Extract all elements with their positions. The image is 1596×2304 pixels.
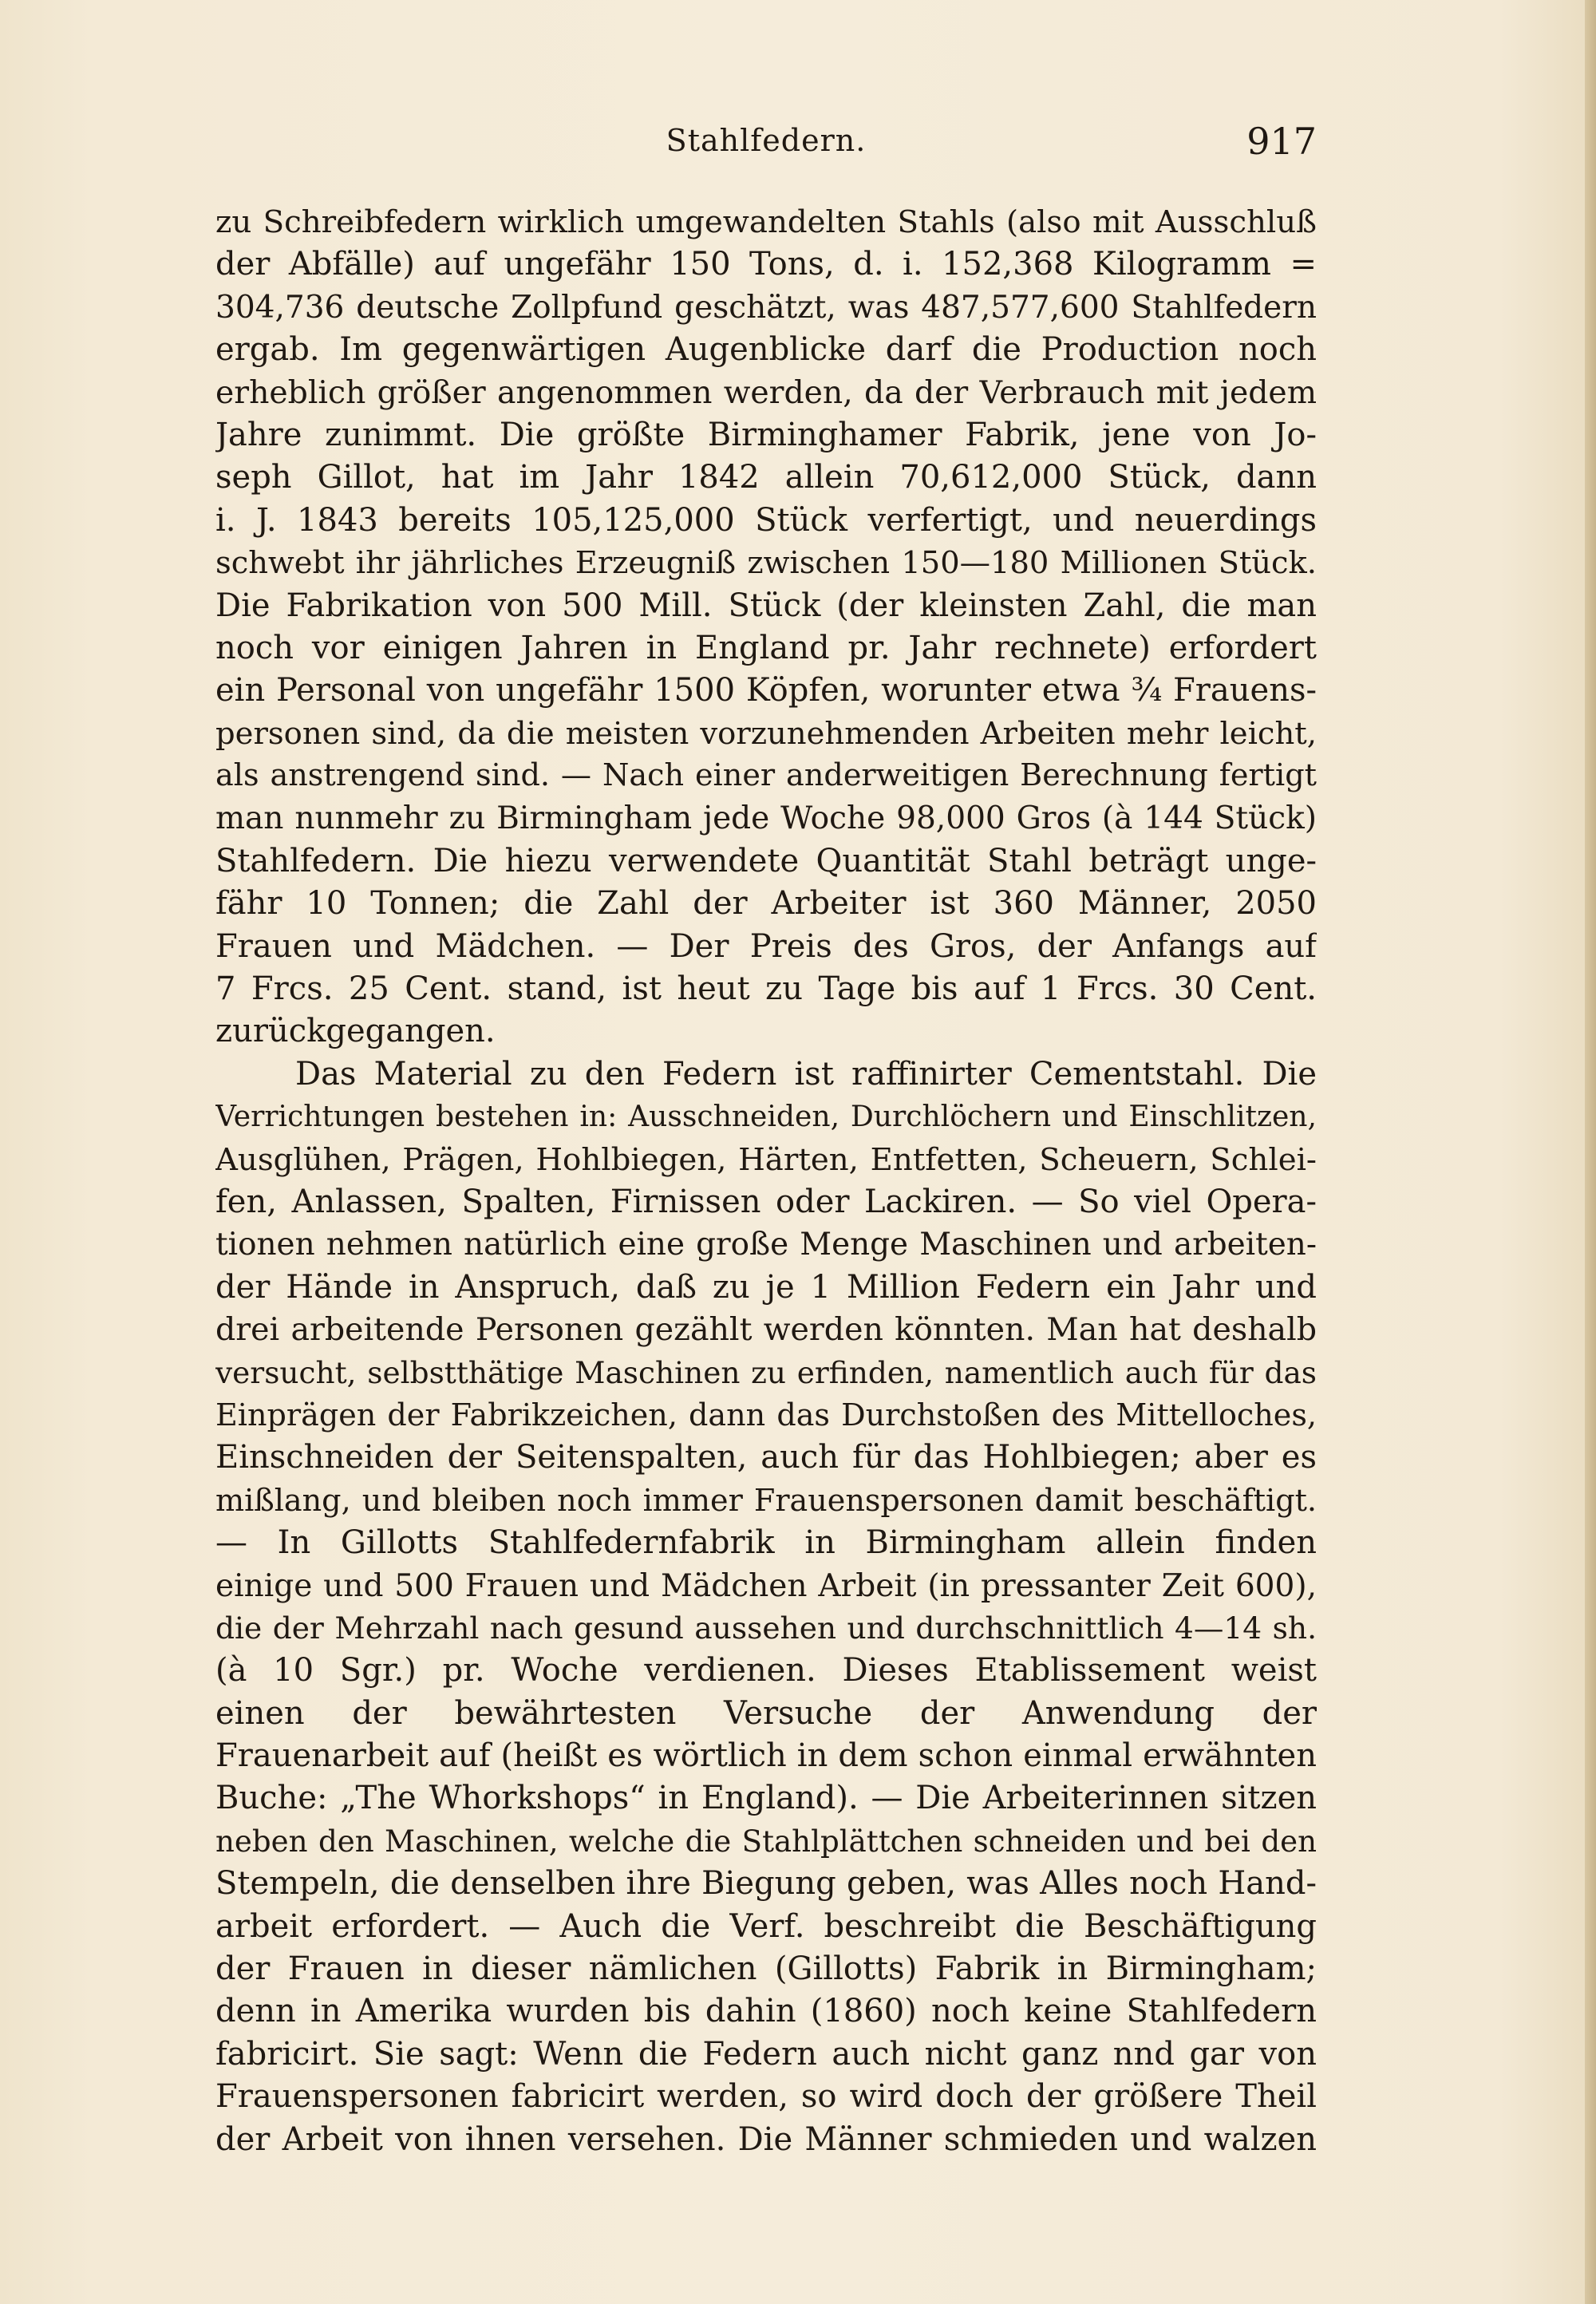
text-line: man nunmehr zu Birmingham jede Woche 98,000 Gros (à 144 Stück): [215, 800, 1317, 837]
text-line: Frauenarbeit auf (heißt es wörtlich in dem schon einmal erwähnten: [215, 1737, 1317, 1775]
text-line: 7 Frcs. 25 Cent. stand, ist heut zu Tage bis auf 1 Frcs. 30 Cent.: [215, 970, 1317, 1008]
text-line: einen der bewährtesten Versuche der Anwendung der: [215, 1694, 1317, 1732]
text-line: der Hände in Anspruch, daß zu je 1 Million Federn ein Jahr und: [215, 1268, 1317, 1306]
text-line: i. J. 1843 bereits 105,125,000 Stück verfertigt, und neuerdings: [215, 501, 1317, 539]
text-line: Einprägen der Fabrikzeichen, dann das Durchstoßen des Mittelloches,: [215, 1397, 1317, 1433]
text-line: (à 10 Sgr.) pr. Woche verdienen. Dieses Etablissement weist: [215, 1652, 1317, 1689]
text-line: drei arbeitende Personen gezählt werden könnten. Man hat deshalb: [215, 1311, 1317, 1349]
text-line: ergab. Im gegenwärtigen Augenblicke darf die Production noch: [215, 331, 1317, 369]
page-header: [215, 120, 1317, 168]
text-line: der Abfälle) auf ungefähr 150 Tons, d. i. 152,368 Kilogramm =: [215, 246, 1317, 283]
text-line: 304,736 deutsche Zollpfund geschätzt, was 487,577,600 Stahlfedern: [215, 289, 1317, 326]
text-line: Verrichtungen bestehen in: Ausschneiden, Durchlöchern und Einschlitzen,: [215, 1100, 1317, 1134]
text-line: Jahre zunimmt. Die größte Birminghamer Fabrik, jene von Jo-: [215, 416, 1317, 453]
text-line: zurückgegangen.: [215, 1013, 496, 1050]
body-text: [215, 201, 1317, 2161]
page-number: 917: [1246, 120, 1317, 163]
text-line: fähr 10 Tonnen; die Zahl der Arbeiter ist 360 Männer, 2050: [215, 885, 1317, 923]
text-line: noch vor einigen Jahren in England pr. Jahr rechnete) erfordert: [215, 629, 1317, 666]
paragraph-first-line: Das Material zu den Federn ist raffinirter Cementstahl. Die: [295, 1055, 1317, 1093]
page-edge: [1585, 0, 1596, 2304]
text-line: zu Schreibfedern wirklich umgewandelten Stahls (also mit Ausschluß: [215, 204, 1317, 240]
text-line: seph Gillot, hat im Jahr 1842 allein 70,612,000 Stück, dann: [215, 459, 1317, 496]
text-line: erheblich größer angenommen werden, da der Verbrauch mit jedem: [215, 373, 1317, 411]
text-line: tionen nehmen natürlich eine große Menge Maschinen und arbeiten-: [215, 1227, 1317, 1263]
text-line: einige und 500 Frauen und Mädchen Arbeit (in pressanter Zeit 600),: [215, 1567, 1317, 1604]
text-line: Stempeln, die denselben ihre Biegung geben, was Alles noch Hand-: [215, 1865, 1317, 1903]
text-line: Frauen und Mädchen. — Der Preis des Gros, der Anfangs auf: [215, 927, 1317, 965]
text-line: fabricirt. Sie sagt: Wenn die Federn auch nicht ganz nnd gar von: [215, 2035, 1317, 2073]
text-line: Ausglühen, Prägen, Hohlbiegen, Härten, Entfetten, Scheuern, Schlei-: [215, 1141, 1317, 1178]
text-line: arbeit erfordert. — Auch die Verf. beschreibt die Beschäftigung: [215, 1907, 1317, 1945]
text-line: die der Mehrzahl nach gesund aussehen und durchschnittlich 4—14 sh.: [215, 1610, 1317, 1646]
text-line: mißlang, und bleiben noch immer Frauenspersonen damit beschäftigt.: [215, 1482, 1317, 1518]
text-line: Die Fabrikation von 500 Mill. Stück (der kleinsten Zahl, die man: [215, 587, 1317, 624]
running-title: Stahlfedern.: [666, 123, 867, 158]
text-line: der Frauen in dieser nämlichen (Gillotts) Fabrik in Birmingham;: [215, 1950, 1317, 1988]
text-line: fen, Anlassen, Spalten, Firnissen oder Lackiren. — So viel Opera-: [215, 1183, 1317, 1220]
text-line: Frauenspersonen fabricirt werden, so wird doch der größere Theil: [215, 2078, 1317, 2116]
text-line: personen sind, da die meisten vorzunehmenden Arbeiten mehr leicht,: [215, 715, 1317, 752]
text-line: der Arbeit von ihnen versehen. Die Männer schmieden und walzen: [215, 2120, 1317, 2158]
text-line: Einschneiden der Seitenspalten, auch für das Hohlbiegen; aber es: [215, 1439, 1317, 1476]
text-line: neben den Maschinen, welche die Stahlplättchen schneiden und bei den: [215, 1824, 1317, 1859]
text-line: versucht, selbstthätige Maschinen zu erfinden, namentlich auch für das: [215, 1354, 1317, 1390]
text-line: Buche: „The Whorkshops“ in England). — Die Arbeiterinnen sitzen: [215, 1780, 1317, 1817]
text-line: als anstrengend sind. — Nach einer anderweitigen Berechnung fertigt: [215, 758, 1317, 794]
text-line: schwebt ihr jährliches Erzeugniß zwischen 150—180 Millionen Stück.: [215, 545, 1317, 582]
text-line: — In Gillotts Stahlfedernfabrik in Birmingham allein finden: [215, 1524, 1317, 1562]
text-line: Stahlfedern. Die hiezu verwendete Quantität Stahl beträgt unge-: [215, 842, 1317, 879]
text-line: ein Personal von ungefähr 1500 Köpfen, worunter etwa ¾ Frauens-: [215, 672, 1317, 709]
text-line: denn in Amerika wurden bis dahin (1860) noch keine Stahlfedern: [215, 1993, 1317, 2030]
